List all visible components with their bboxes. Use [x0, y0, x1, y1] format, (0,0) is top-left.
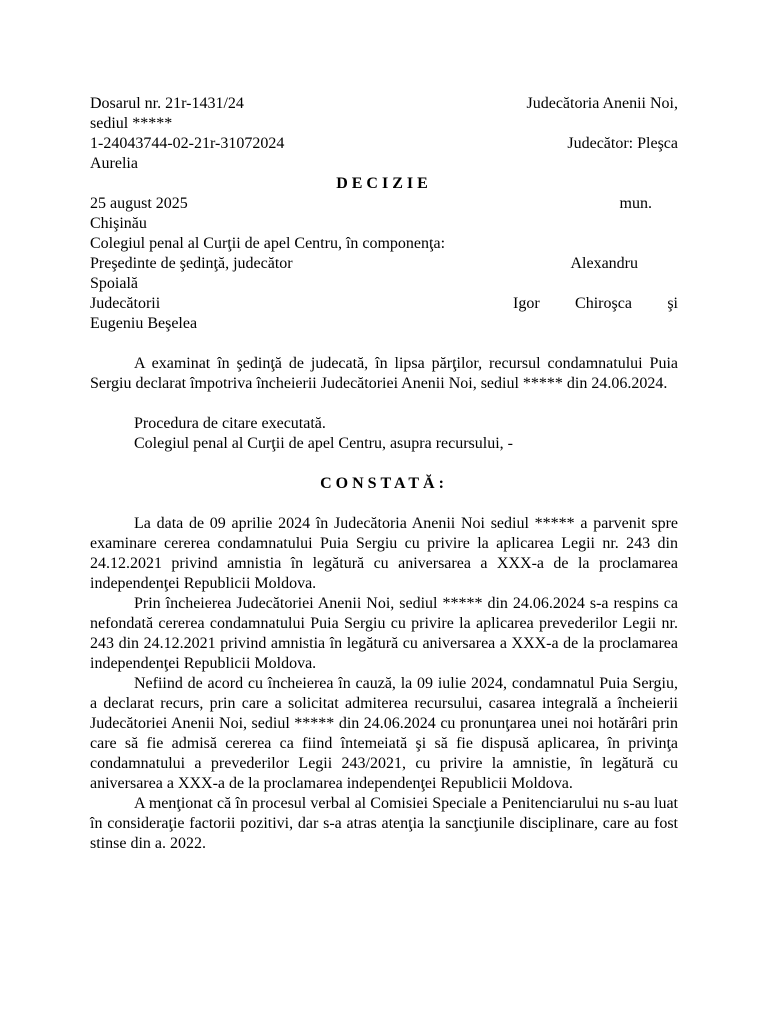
constata-title: CONSTATĂ:	[320, 475, 448, 492]
court-seat: sediul *****	[90, 115, 173, 132]
presiding-judge-first-name: Alexandru	[570, 255, 638, 272]
presiding-judge-last-name: Spoială	[90, 275, 138, 292]
judges-line	[90, 294, 678, 314]
judge-first-name: Aurelia	[90, 155, 138, 172]
body-paragraph: La data de 09 aprilie 2024 în Judecătoria Anenii Noi sediul ***** a parvenit spre examinare cererea condamnatului Puia Sergiu cu privire la aplicarea Legii nr. 243 din 24.12.2021 privind amnistia în legătură cu aniversarea a XXX-a de la proclamarea independenţei Republicii Moldova.	[90, 515, 678, 592]
judges-names	[513, 294, 678, 314]
procedure-line: Procedura de citare executată.	[134, 415, 326, 432]
place-name: Chişinău	[90, 215, 147, 232]
intro-paragraph: A examinat în şedinţă de judecată, în lipsa părţilor, recursul condamnatului Puia Sergiu declarat împotriva încheierii Judecătoriei Anenii Noi, sediul ***** din 24.06.2024.	[90, 355, 678, 392]
header-line-2	[90, 134, 678, 154]
case-number: 1-24043744-02-21r-31072024	[90, 135, 285, 152]
composition-intro: Colegiul penal al Curţii de apel Centru, în componenţa:	[90, 235, 446, 252]
body-paragraph: A menţionat că în procesul verbal al Comisiei Speciale a Penitenciarului nu s-au luat în consideraţie factorii pozitivi, dar s-a atras atenţia la sancţiunile disciplinare, care au fost stinse din a. 2022.	[90, 795, 678, 852]
judge-word-3: şi	[667, 295, 678, 312]
date-line	[90, 194, 678, 214]
presiding-judge-line	[90, 254, 678, 274]
judge-word-2: Chiroşca	[575, 295, 632, 312]
judge-name: Judecător: Pleşca	[567, 135, 678, 152]
judges-continuation: Eugeniu Beşelea	[90, 315, 198, 332]
colegiul-line: Colegiul penal al Curţii de apel Centru, asupra recursului, -	[134, 435, 513, 452]
judges-label: Judecătorii	[90, 295, 161, 312]
header-line-1	[90, 94, 678, 114]
decision-date: 25 august 2025	[90, 195, 188, 212]
presiding-judge-label: Preşedinte de şedinţă, judecător	[90, 255, 293, 272]
court-name: Judecătoria Anenii Noi,	[526, 95, 678, 112]
dosar-number: Dosarul nr. 21r-1431/24	[90, 95, 244, 112]
body-paragraph: Prin încheierea Judecătoriei Anenii Noi, sediul ***** din 24.06.2024 s-a respins ca nefondată cererea condamnatului Puia Sergiu cu privire la aplicarea prevederilor Legii nr. 243 din 24.12.2021 privind amnistia în legătură cu aniversarea a XXX-a de la proclamarea independenţei Republicii Moldova.	[90, 595, 678, 672]
judge-word-1: Igor	[513, 295, 540, 312]
document-title: DECIZIE	[336, 175, 432, 192]
place-prefix: mun.	[619, 195, 652, 212]
body-paragraph: Nefiind de acord cu încheierea în cauză, la 09 iulie 2024, condamnatul Puia Sergiu, a declarat recurs, prin care a solicitat admiterea recursului, casarea integrală a încheierii Judecătoriei Anenii Noi, sediul ***** din 24.06.2024 cu pronunţarea unei noi hotărâri prin care să fie admisă cererea ca fiind întemeiată şi să fie dispusă aplicarea, în privinţa condamnatului a prevederilor Legii 243/2021, cu privire la amnistie, în legătură cu aniversarea a XXX-a de la proclamarea independenţei Republicii Moldova.	[90, 675, 678, 792]
